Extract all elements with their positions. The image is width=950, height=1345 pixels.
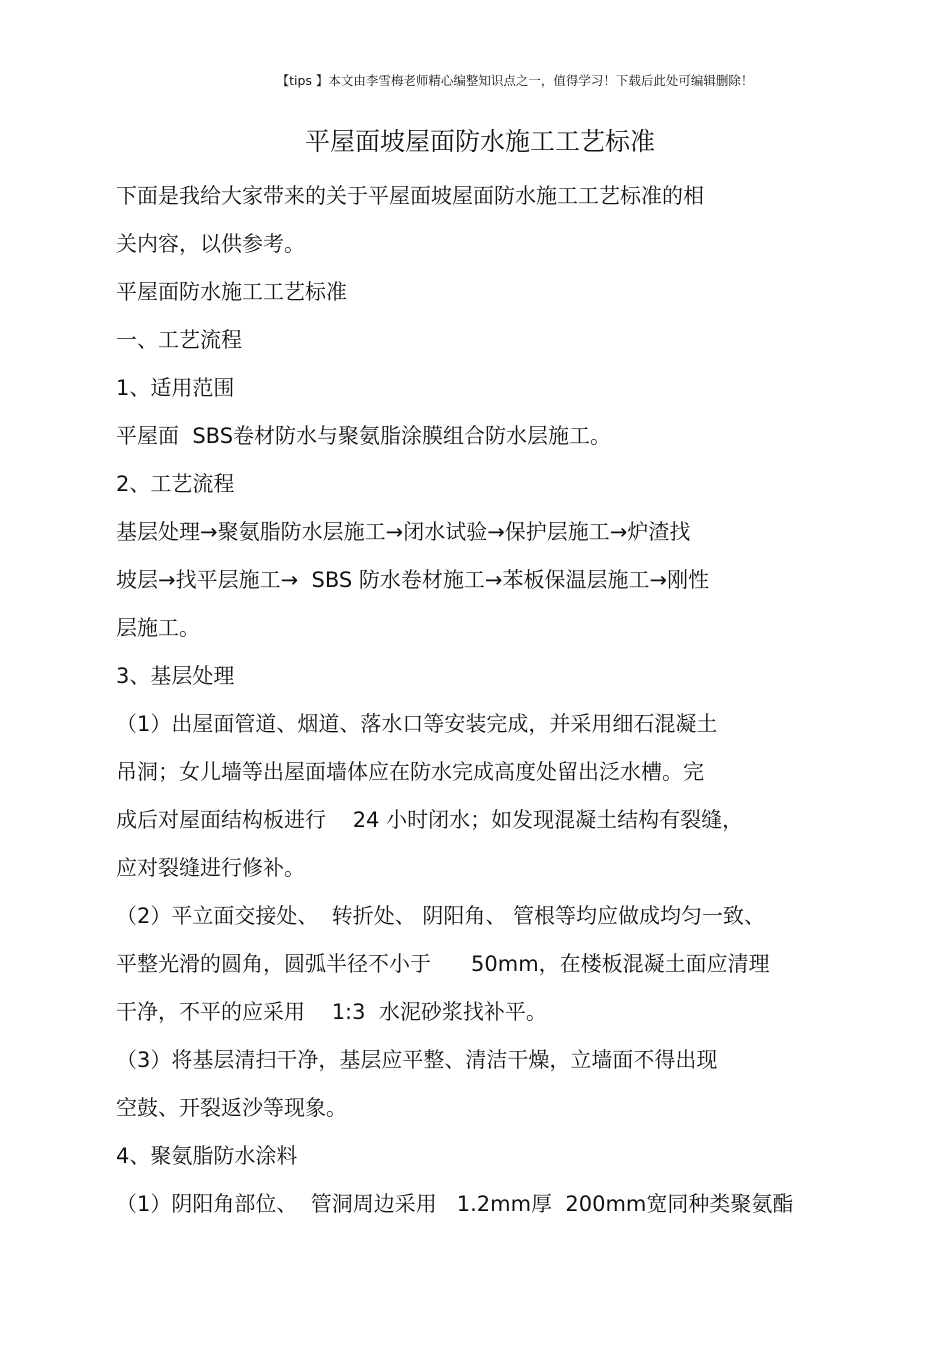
paragraph-line: （3）将基层清扫干净，基层应平整、清洁干燥，立墙面不得出现 <box>116 1048 718 1072</box>
subsection-heading: 3、基层处理 <box>116 664 235 688</box>
paragraph-line: 平整光滑的圆角，圆弧半径不小于 50mm，在楼板混凝土面应清理 <box>116 952 770 976</box>
paragraph-line: 平屋面 SBS卷材防水与聚氨脂涂膜组合防水层施工。 <box>116 424 612 448</box>
paragraph-line: 层施工。 <box>116 616 200 640</box>
paragraph-line: 坡层→找平层施工→ SBS 防水卷材施工→苯板保温层施工→刚性 <box>116 568 710 592</box>
paragraph-line: 应对裂缝进行修补。 <box>116 856 305 880</box>
paragraph-line: 吊洞；女儿墙等出屋面墙体应在防水完成高度处留出泛水槽。完 <box>116 760 704 784</box>
paragraph-line: （1）出屋面管道、烟道、落水口等安装完成，并采用细石混凝土 <box>116 712 718 736</box>
paragraph-line: 基层处理→聚氨脂防水层施工→闭水试验→保护层施工→炉渣找 <box>116 520 691 544</box>
subsection-heading: 2、工艺流程 <box>116 472 235 496</box>
paragraph-line: （1）阴阳角部位、 管洞周边采用 1.2mm厚 200mm宽同种类聚氨酯 <box>116 1192 794 1216</box>
paragraph-line: 成后对屋面结构板进行 24 小时闭水；如发现混凝土结构有裂缝， <box>116 808 744 832</box>
document-title: 平屋面坡屋面防水施工工艺标准 <box>304 127 655 156</box>
subsection-heading: 1、适用范围 <box>116 376 235 400</box>
paragraph-line: 下面是我给大家带来的关于平屋面坡屋面防水施工工艺标准的相 <box>116 184 704 208</box>
tips-header: 【tips 】本文由李雪梅老师精心编整知识点之一，值得学习！下载后此处可编辑删除！ <box>276 73 754 88</box>
paragraph-line: （2）平立面交接处、 转折处、 阴阳角、 管根等均应做成均匀一致、 <box>116 904 766 928</box>
subsection-heading: 4、聚氨脂防水涂料 <box>116 1144 298 1168</box>
paragraph-line: 空鼓、开裂返沙等现象。 <box>116 1096 347 1120</box>
section-heading: 平屋面防水施工工艺标准 <box>116 280 347 304</box>
section-heading: 一、工艺流程 <box>116 328 242 352</box>
paragraph-line: 干净，不平的应采用 1:3 水泥砂浆找补平。 <box>116 1000 547 1024</box>
paragraph-line: 关内容，以供参考。 <box>116 232 305 256</box>
